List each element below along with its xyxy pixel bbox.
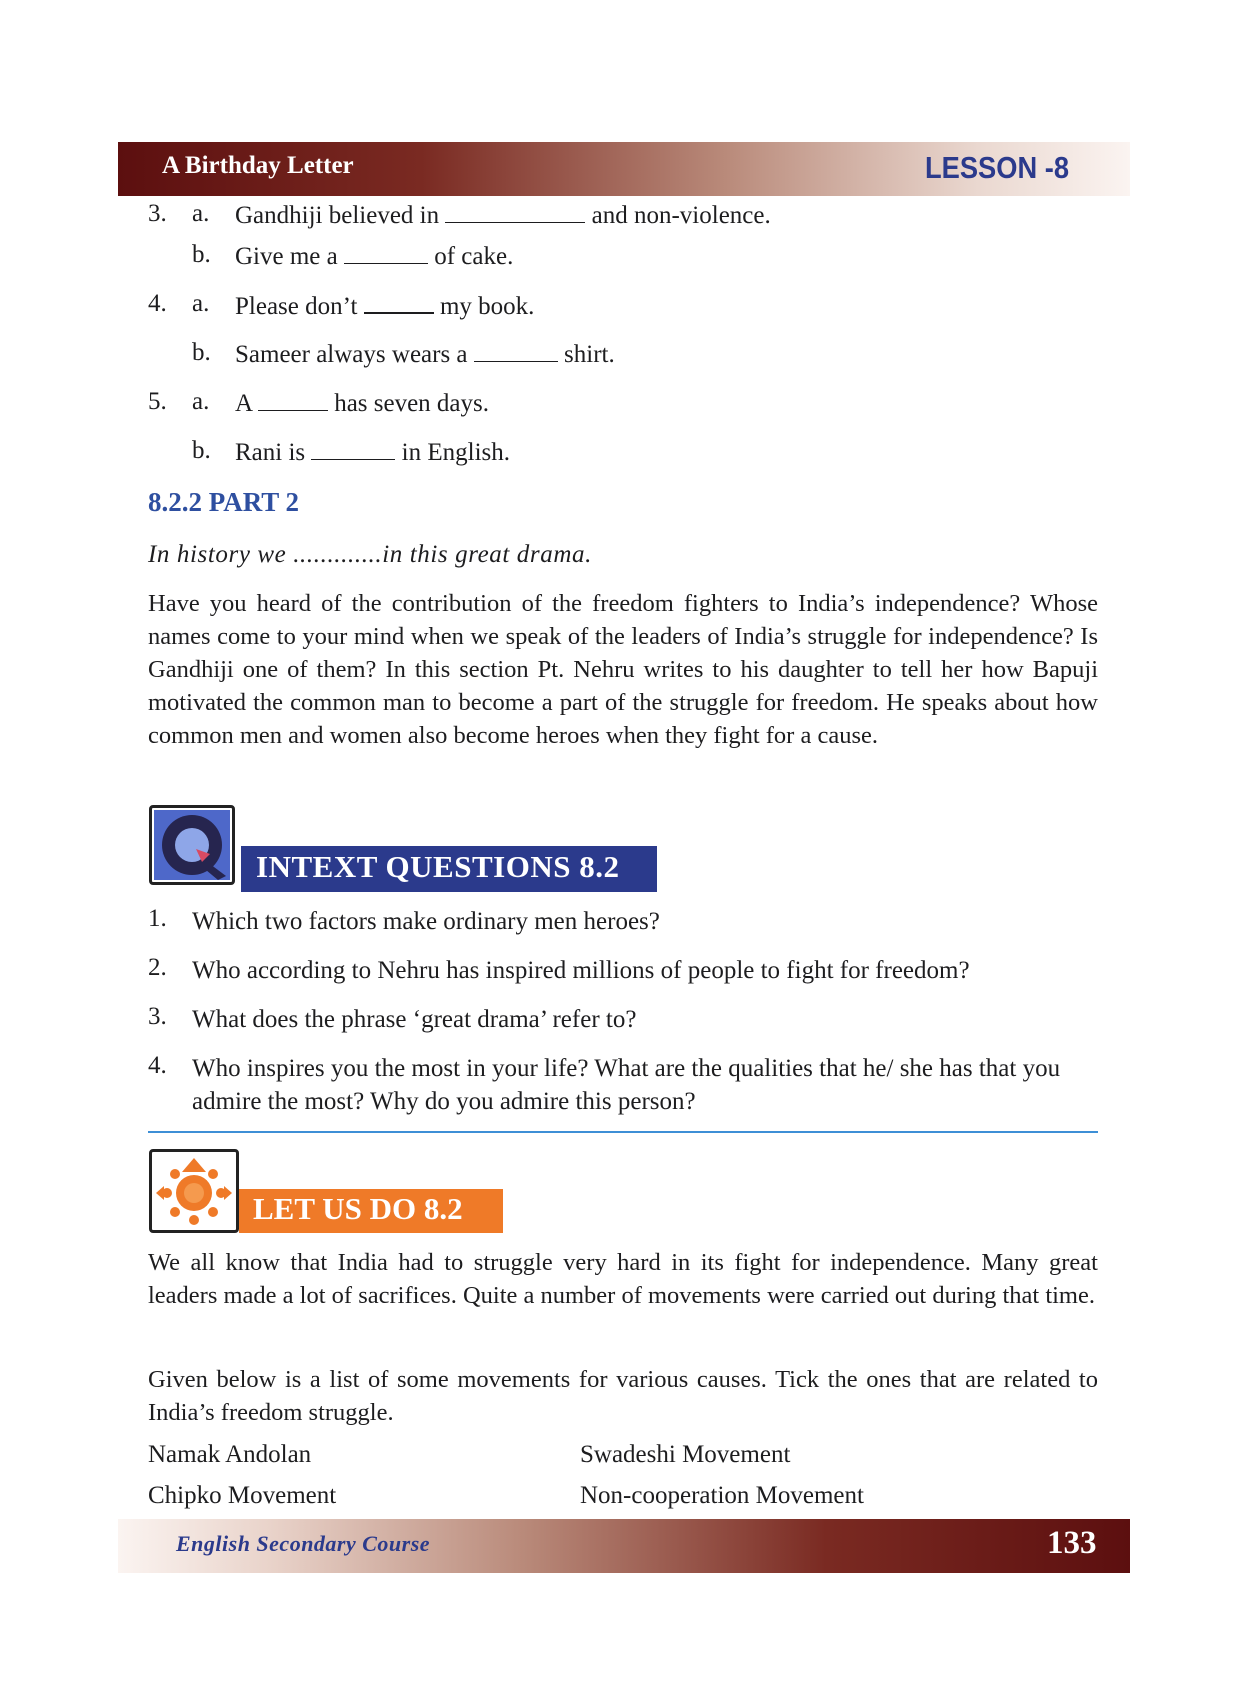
- exercise-item: [148, 200, 948, 232]
- letusdo-instructions: Given below is a list of some movements for various causes. Tick the ones that are related to India’s freedom struggle.: [148, 1366, 1098, 1426]
- answer-blank[interactable]: [445, 200, 585, 223]
- exercise-text-after: and non-violence.: [591, 202, 771, 229]
- answer-blank[interactable]: [258, 388, 328, 411]
- exercise-letter: b.: [192, 437, 211, 464]
- intext-icon-box: [149, 805, 235, 885]
- question-text: Who according to Nehru has inspired millions of people to fight for freedom?: [192, 957, 970, 984]
- exercise-item: [148, 290, 948, 322]
- exercise-text-after: of cake.: [434, 243, 514, 270]
- section-heading: 8.2.2 PART 2: [148, 487, 300, 517]
- letusdo-title: LET US DO 8.2: [253, 1191, 463, 1226]
- movement-item[interactable]: Namak Andolan: [148, 1441, 312, 1468]
- page-number: 133: [1047, 1525, 1097, 1561]
- exercise-item: [148, 388, 948, 420]
- answer-blank[interactable]: [311, 437, 395, 460]
- exercise-number: 4.: [148, 290, 167, 317]
- course-name: English Secondary Course: [176, 1531, 431, 1556]
- letusdo-icon-box: [149, 1149, 239, 1233]
- question-number: 4.: [148, 1052, 167, 1079]
- exercise-letter: b.: [192, 241, 211, 268]
- exercise-text-after: shirt.: [564, 341, 615, 368]
- exercise-text-after: my book.: [439, 293, 535, 320]
- exercise-text-before: Please don’t: [235, 293, 358, 320]
- chapter-title: A Birthday Letter: [162, 152, 354, 179]
- exercise-text-before: Rani is: [235, 439, 306, 466]
- exercise-text-before: Sameer always wears a: [235, 341, 468, 368]
- answer-blank[interactable]: [364, 290, 434, 314]
- section-quote: In history we .............in this great drama.: [148, 541, 592, 568]
- question-item: [148, 1003, 1118, 1036]
- movement-item[interactable]: Swadeshi Movement: [580, 1441, 791, 1468]
- exercise-letter: a.: [192, 290, 210, 317]
- exercise-letter: a.: [192, 388, 210, 415]
- intext-title: INTEXT QUESTIONS 8.2: [256, 849, 620, 884]
- exercise-item: [148, 437, 948, 469]
- exercise-number: 5.: [148, 388, 167, 415]
- question-number: 3.: [148, 1003, 167, 1030]
- question-number: 1.: [148, 905, 167, 932]
- question-text: What does the phrase ‘great drama’ refer to?: [192, 1006, 637, 1033]
- exercise-text-after: has seven days.: [334, 390, 490, 417]
- exercise-number: 3.: [148, 200, 167, 227]
- exercise-text-after: in English.: [401, 439, 510, 466]
- section-divider: [148, 1131, 1098, 1133]
- letusdo-paragraph: We all know that India had to struggle very hard in its fight for independence. Many great leaders made a lot of sacrifices. Quite a number of movements were carried out during that time.: [148, 1249, 1098, 1309]
- question-text: Which two factors make ordinary men heroes?: [192, 908, 660, 935]
- question-item: [148, 905, 1118, 938]
- question-item: [148, 1052, 1118, 1118]
- answer-blank[interactable]: [474, 339, 558, 362]
- question-item: [148, 954, 1118, 987]
- movement-item[interactable]: Chipko Movement: [148, 1482, 337, 1509]
- movement-item[interactable]: Non-cooperation Movement: [580, 1482, 864, 1509]
- exercise-text-before: A: [235, 390, 252, 417]
- question-text: Who inspires you the most in your life? What are the qualities that he/ she has that you admire the most? Why do you admire this person?: [192, 1055, 1061, 1115]
- exercise-letter: a.: [192, 200, 210, 227]
- answer-blank[interactable]: [344, 241, 428, 264]
- intro-paragraph: Have you heard of the contribution of the freedom fighters to India’s independence? Whose names come to your mind when we speak of the leaders of India’s struggle for independence? Is Gandhiji one of them? In this section Pt. Nehru writes to his daughter to tell her how Bapuji motivated the common man to become a part of the struggle for freedom. He speaks about how common men and women also become heroes when they fight for a cause.: [148, 590, 1098, 749]
- question-q-icon: [152, 808, 232, 882]
- exercise-letter: b.: [192, 339, 211, 366]
- exercise-text-before: Give me a: [235, 243, 338, 270]
- lesson-number: LESSON -8: [925, 150, 1070, 185]
- exercise-item: [148, 339, 948, 371]
- exercise-text-before: Gandhiji believed in: [235, 202, 440, 229]
- exercise-item: [148, 241, 948, 273]
- question-number: 2.: [148, 954, 167, 981]
- sun-icon: [152, 1152, 236, 1230]
